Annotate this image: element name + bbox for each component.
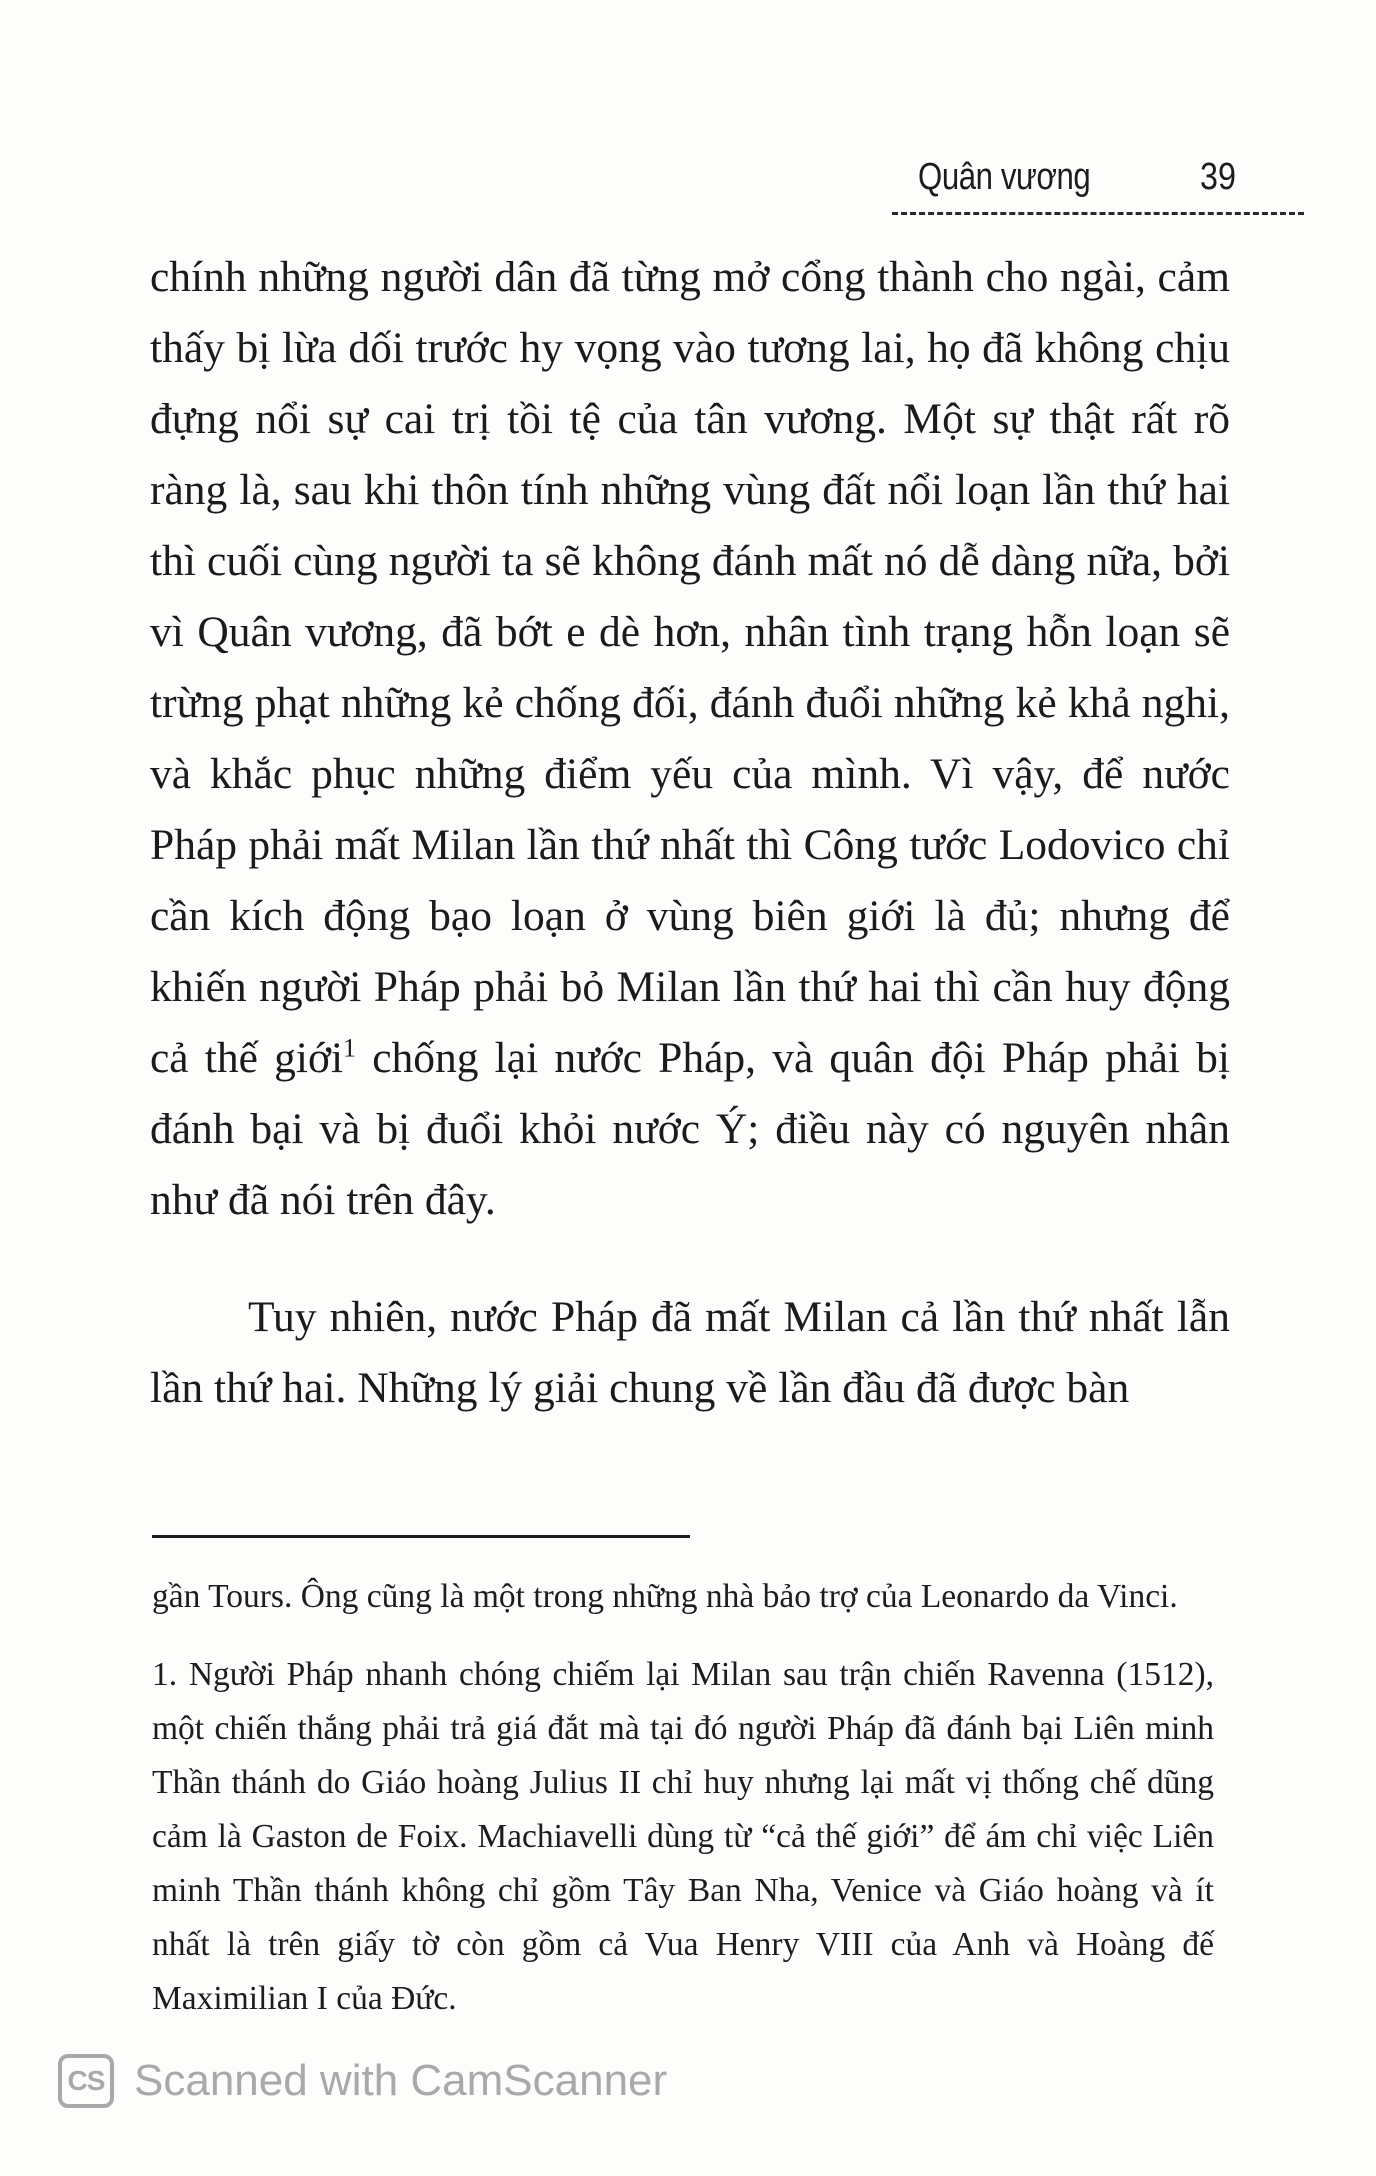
footnotes bbox=[152, 1570, 1214, 2026]
paragraph-1 bbox=[150, 242, 1230, 1236]
footnote-continued: gần Tours. Ông cũng là một trong những nhà bảo trợ của Leonardo da Vinci. bbox=[152, 1578, 1178, 1615]
watermark-text: Scanned with CamScanner bbox=[134, 2056, 668, 2105]
main-text bbox=[150, 242, 1230, 1424]
header-dashed-rule bbox=[892, 212, 1304, 215]
footnote-1: 1. Người Pháp nhanh chóng chiếm lại Milan sau trận chiến Ravenna (1512), một chiến thắng phải trả giá đắt mà tại đó người Pháp đã đánh bại Liên minh Thần thánh do Giáo hoàng Julius II chỉ huy nhưng lại mất vị thống chế dũng cảm là Gaston de Foix. Machiavelli dùng từ “cả thế giới” để ám chỉ việc Liên minh Thần thánh không chỉ gồm Tây Ban Nha, Venice và Giáo hoàng và ít nhất là trên giấy tờ còn gồm cả Vua Henry VIII của Anh và Hoàng đế Maximilian I của Đức. bbox=[152, 1656, 1214, 2017]
paragraph-2: Tuy nhiên, nước Pháp đã mất Milan cả lần thứ nhất lẫn lần thứ hai. Những lý giải chung về lần đầu đã được bàn bbox=[150, 1293, 1230, 1412]
header-title: Quân vương bbox=[918, 156, 1091, 198]
footnote-separator bbox=[152, 1535, 690, 1538]
running-header bbox=[890, 150, 1310, 220]
paragraph-1-part-b: chống lại nước Pháp, và quân đội Pháp phải bị đánh bại và bị đuổi khỏi nước Ý; điều này có nguyên nhân như đã nói trên đây. bbox=[150, 1034, 1230, 1224]
page-number: 39 bbox=[1200, 156, 1236, 198]
camscanner-logo-icon: CS bbox=[58, 2054, 114, 2108]
paragraph-1-part-a: chính những người dân đã từng mở cổng thành cho ngài, cảm thấy bị lừa dối trước hy vọng vào tương lai, họ đã không chịu đựng nổi sự cai trị tồi tệ của tân vương. Một sự thật rất rõ ràng là, sau khi thôn tính những vùng đất nổi loạn lần thứ hai thì cuối cùng người ta sẽ không đánh mất nó dễ dàng nữa, bởi vì Quân vương, đã bớt e dè hơn, nhân tình trạng hỗn loạn sẽ trừng phạt những kẻ chống đối, đánh đuổi những kẻ khả nghi, và khắc phục những điểm yếu của mình. Vì vậy, để nước Pháp phải mất Milan lần thứ nhất thì Công tước Lodovico chỉ cần kích động bạo loạn ở vùng biên giới là đủ; nhưng để khiến người Pháp phải bỏ Milan lần thứ hai thì cần huy động cả thế giới bbox=[150, 253, 1230, 1082]
camscanner-watermark bbox=[58, 2050, 667, 2112]
footnote-reference: 1 bbox=[343, 1033, 357, 1063]
